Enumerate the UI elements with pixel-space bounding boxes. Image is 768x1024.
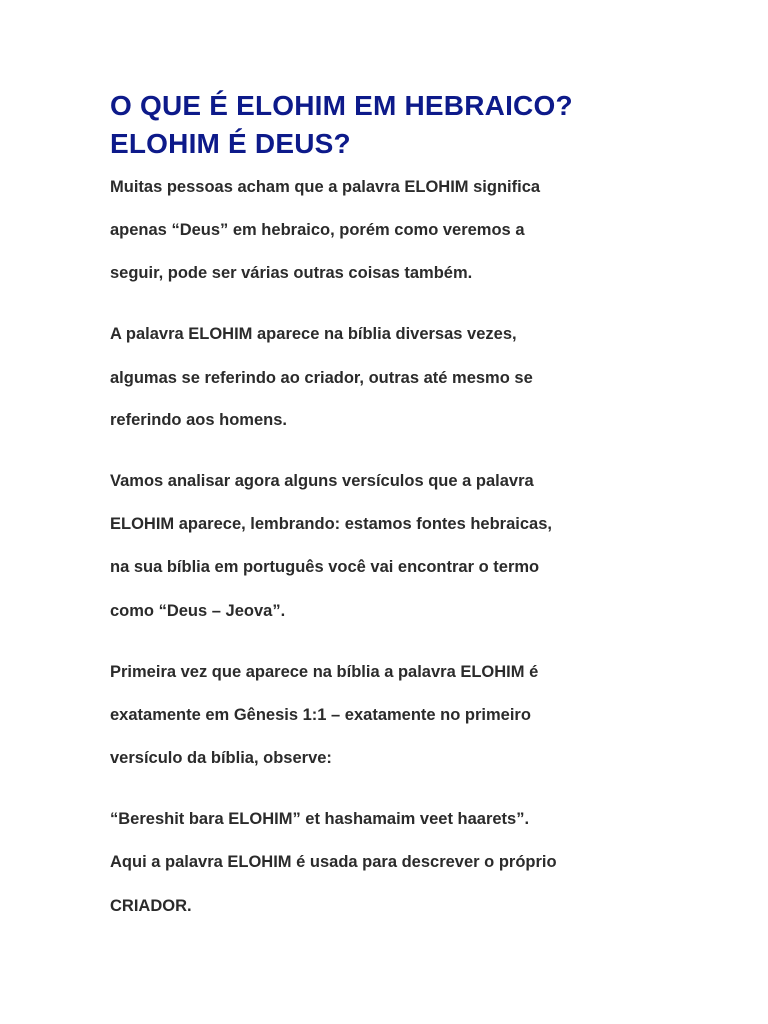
paragraph-5-line-1: “Bereshit bara ELOHIM” et hashamaim veet haarets”. <box>110 810 530 828</box>
paragraph-2-line-2: algumas se referindo ao criador, outras até mesmo se <box>110 369 533 387</box>
paragraph-4-line-1: Primeira vez que aparece na bíblia a palavra ELOHIM é <box>110 663 539 681</box>
paragraph-2-line-1: A palavra ELOHIM aparece na bíblia diversas vezes, <box>110 325 517 343</box>
page-title <box>110 87 730 163</box>
paragraph-1-line-1: Muitas pessoas acham que a palavra ELOHIM significa <box>110 178 541 196</box>
paragraph-3-line-4: como “Deus – Jeova”. <box>110 602 286 620</box>
paragraph-3-line-1: Vamos analisar agora alguns versículos que a palavra <box>110 472 534 490</box>
paragraph-2-line-3: referindo aos homens. <box>110 411 287 429</box>
paragraph-4-line-3: versículo da bíblia, observe: <box>110 749 332 767</box>
paragraph-5-line-2: Aqui a palavra ELOHIM é usada para descrever o próprio <box>110 853 557 871</box>
paragraph-1-line-3: seguir, pode ser várias outras coisas também. <box>110 264 473 282</box>
paragraph-3-line-3: na sua bíblia em português você vai encontrar o termo <box>110 558 540 576</box>
paragraph-4-line-2: exatamente em Gênesis 1:1 – exatamente no primeiro <box>110 706 531 724</box>
paragraph-1-line-2: apenas “Deus” em hebraico, porém como veremos a <box>110 221 525 239</box>
paragraph-5-line-3: CRIADOR. <box>110 897 192 915</box>
paragraph-3-line-2: ELOHIM aparece, lembrando: estamos fontes hebraicas, <box>110 515 552 533</box>
title-line-1: O QUE É ELOHIM EM HEBRAICO? <box>110 90 573 121</box>
title-line-2: ELOHIM É DEUS? <box>110 128 351 159</box>
